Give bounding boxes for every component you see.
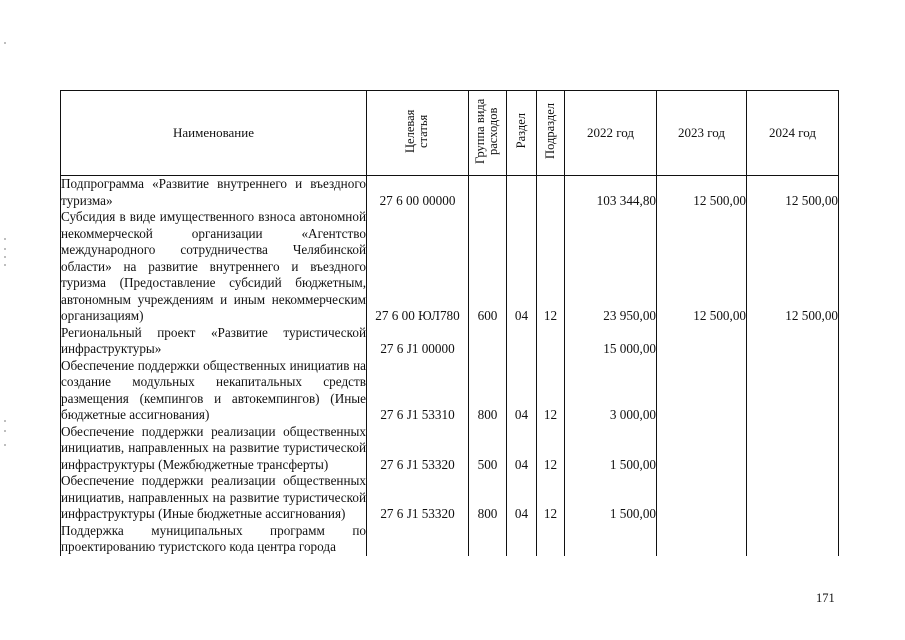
- row-2024: [747, 358, 839, 424]
- table-row: [61, 325, 839, 358]
- row-2024: [747, 523, 839, 556]
- row-article: 27 6 00 ЮЛ780: [367, 209, 469, 325]
- row-subsection: 12: [537, 424, 565, 474]
- row-2023: [657, 473, 747, 523]
- row-group: [469, 176, 507, 210]
- row-article: 27 6 J1 53320: [367, 424, 469, 474]
- row-subsection: 12: [537, 358, 565, 424]
- row-subsection: 12: [537, 473, 565, 523]
- row-article: [367, 523, 469, 556]
- row-section: [507, 523, 537, 556]
- table-row: [61, 209, 839, 325]
- row-2024: 12 500,00: [747, 209, 839, 325]
- row-article: 27 6 J1 53320: [367, 473, 469, 523]
- budget-table: [60, 90, 839, 556]
- header-section: Раздел: [507, 91, 537, 176]
- row-2022: 103 344,80: [565, 176, 657, 210]
- row-2022: 1 500,00: [565, 473, 657, 523]
- row-section: 04: [507, 358, 537, 424]
- header-expense-group: Группа вида расходов: [469, 91, 507, 176]
- row-2024: [747, 325, 839, 358]
- row-group: [469, 325, 507, 358]
- table-row: [61, 424, 839, 474]
- header-name: Наименование: [61, 91, 367, 176]
- row-section: 04: [507, 473, 537, 523]
- row-section: [507, 325, 537, 358]
- row-group: 500: [469, 424, 507, 474]
- row-subsection: [537, 176, 565, 210]
- row-name: Подпрограмма «Развитие внутреннего и въездного туризма»: [61, 176, 366, 208]
- row-article: 27 6 J1 53310: [367, 358, 469, 424]
- row-2023: [657, 523, 747, 556]
- row-2023: 12 500,00: [657, 176, 747, 210]
- row-2023: 12 500,00: [657, 209, 747, 325]
- header-target-article: Целевая статья: [367, 91, 469, 176]
- row-2024: [747, 424, 839, 474]
- row-name: Субсидия в виде имущественного взноса автономной некоммерческой организации «Агентство международного сотрудничества Челябинской области» на развитие внутреннего и въездного туризма (Предоставление субсидий бюджетным, автономным учреждениям и иным некоммерческим организациям): [61, 209, 366, 323]
- row-2023: [657, 358, 747, 424]
- row-2022: 1 500,00: [565, 424, 657, 474]
- row-section: 04: [507, 209, 537, 325]
- row-group: 600: [469, 209, 507, 325]
- row-2024: [747, 473, 839, 523]
- row-2022: 23 950,00: [565, 209, 657, 325]
- table-header-row: [61, 91, 839, 176]
- row-article: 27 6 00 00000: [367, 176, 469, 210]
- row-name: Обеспечение поддержки общественных инициатив на создание модульных некапитальных средств размещения (кемпингов и автокемпингов) (Иные бюджетные ассигнования): [61, 357, 366, 422]
- row-name: Поддержка муниципальных программ по проектированию туристского кода центра города: [61, 522, 366, 554]
- row-name: Региональный проект «Развитие туристической инфраструктуры»: [61, 324, 366, 356]
- page-number: 171: [816, 591, 835, 605]
- header-2023: 2023 год: [657, 91, 747, 176]
- row-2023: [657, 325, 747, 358]
- table-row: [61, 176, 839, 210]
- row-2023: [657, 424, 747, 474]
- row-subsection: [537, 325, 565, 358]
- row-group: 800: [469, 473, 507, 523]
- row-subsection: [537, 523, 565, 556]
- row-name: Обеспечение поддержки реализации общественных инициатив, направленных на развитие туристической инфраструктуры (Иные бюджетные ассигнования): [61, 473, 366, 521]
- row-subsection: 12: [537, 209, 565, 325]
- table-row: [61, 473, 839, 523]
- row-section: [507, 176, 537, 210]
- row-2022: [565, 523, 657, 556]
- table-row: [61, 523, 839, 556]
- row-group: 800: [469, 358, 507, 424]
- header-2022: 2022 год: [565, 91, 657, 176]
- scan-margin-marks: [4, 0, 10, 640]
- row-2022: 3 000,00: [565, 358, 657, 424]
- row-2022: 15 000,00: [565, 325, 657, 358]
- header-subsection: Подраздел: [537, 91, 565, 176]
- row-group: [469, 523, 507, 556]
- header-2024: 2024 год: [747, 91, 839, 176]
- row-2024: 12 500,00: [747, 176, 839, 210]
- table-row: [61, 358, 839, 424]
- row-name: Обеспечение поддержки реализации общественных инициатив, направленных на развитие туристической инфраструктуры (Межбюджетные трансферты): [61, 423, 366, 472]
- row-section: 04: [507, 424, 537, 474]
- row-article: 27 6 J1 00000: [367, 325, 469, 358]
